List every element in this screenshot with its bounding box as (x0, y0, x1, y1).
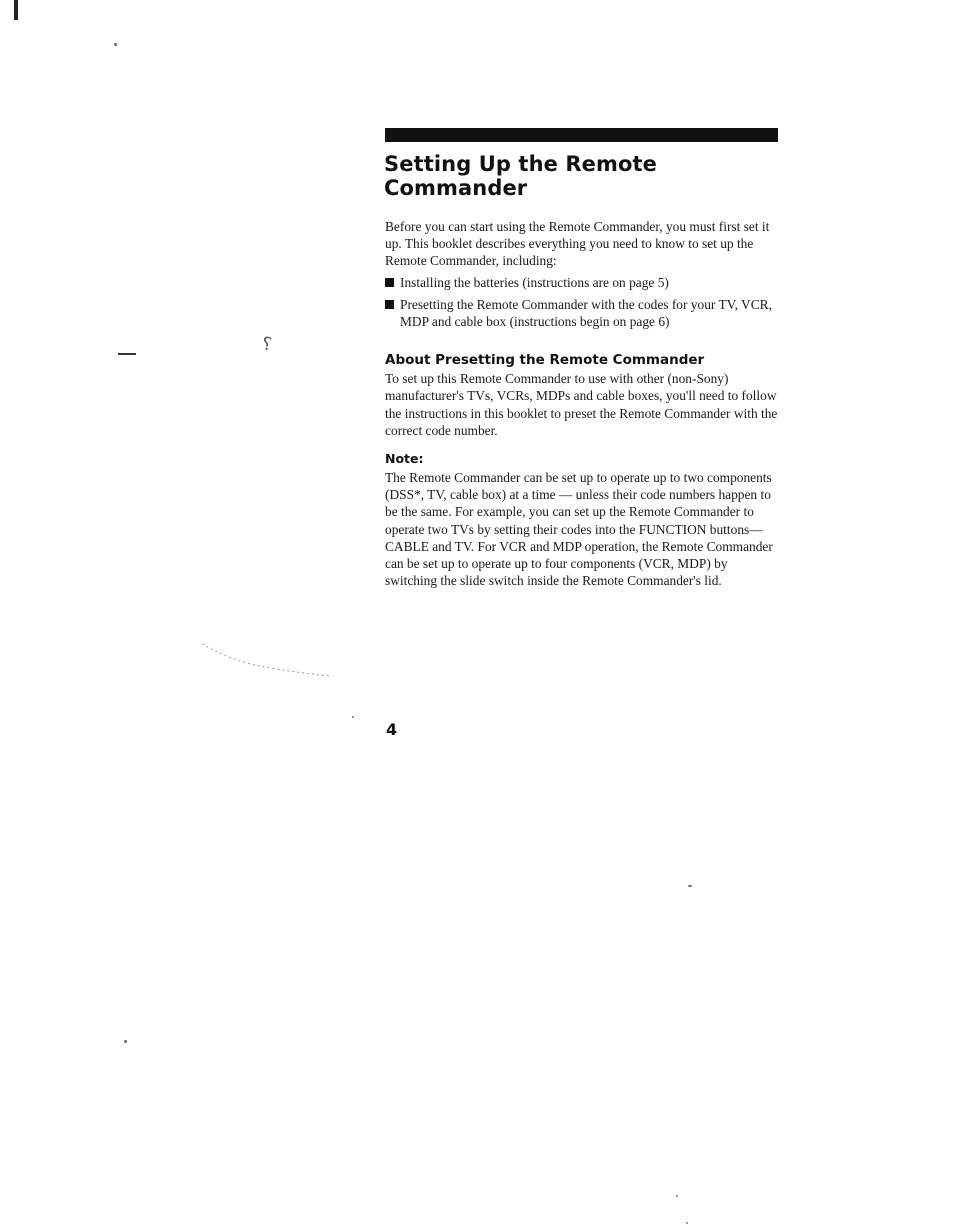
scan-speck (114, 43, 117, 46)
scan-margin-mark (14, 0, 18, 20)
scan-speck (688, 885, 692, 887)
page-title: Setting Up the Remote Commander (384, 152, 657, 200)
scan-speck (676, 1195, 678, 1197)
square-bullet-icon (385, 300, 394, 309)
list-item (385, 296, 778, 330)
setup-steps-list (385, 274, 778, 331)
presetting-paragraph: To set up this Remote Commander to use with other (non-Sony) manufacturer's TVs, VCRs, MDPs and cable boxes, you'll need to follow the instructions in this booklet to preset the Remote Commander with the correct code number. (385, 371, 778, 438)
scan-trail-mark (200, 640, 340, 680)
scan-squiggle-mark: ⸮ (260, 333, 273, 356)
scan-speck (352, 716, 354, 718)
page-number: 4 (386, 720, 398, 739)
list-item-text: Installing the batteries (instructions are on page 5) (400, 274, 669, 290)
list-item (385, 274, 778, 291)
scan-speck (124, 1040, 127, 1043)
square-bullet-icon (385, 278, 394, 287)
scan-speck (686, 1222, 688, 1224)
list-item-text: Presetting the Remote Commander with the codes for your TV, VCR, MDP and cable box (instructions begin on page 6) (400, 296, 772, 330)
intro-paragraph: Before you can start using the Remote Commander, you must first set it up. This booklet describes everything you need to know to set up the Remote Commander, including: (385, 219, 770, 269)
content-column (385, 128, 778, 589)
scan-dash-mark (118, 353, 136, 355)
note-paragraph: The Remote Commander can be set up to operate up to two components (DSS*, TV, cable box) at a time — unless their code numbers happen to be the same. For example, you can set up the Remote Commander to operate two TVs by setting their codes into the FUNCTION buttons—CABLE and TV. For VCR and MDP operation, the Remote Commander can be set up to operate up to four components (VCR, MDP) by switching the slide switch inside the Remote Commander's lid. (385, 470, 773, 589)
presetting-heading: About Presetting the Remote Commander (385, 352, 705, 369)
note-label: Note: (385, 451, 424, 467)
section-title-bar (385, 128, 778, 142)
